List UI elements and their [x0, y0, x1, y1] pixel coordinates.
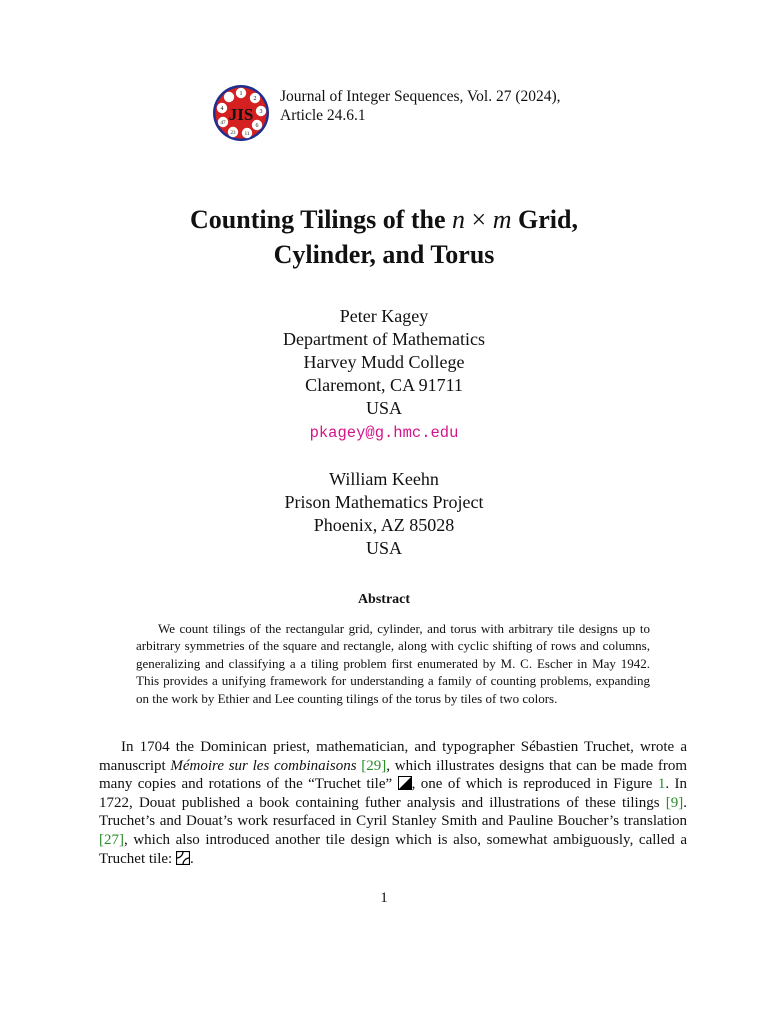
abstract-text: We count tilings of the rectangular grid, cylinder, and torus with arbitrary tile designs up to arbitrary symmetries of the square and rectangle, along with cyclic shifting of rows and columns, generalizing and classifying a a tiling problem first enumerated by M. C. Escher in May 1942. This provides a unifying framework for understanding a family of counting problems, expanding on the work by Ethier and Lee counting tilings of the torus by tiles of two colors. [136, 621, 650, 706]
author-country: USA [365, 538, 402, 558]
citation-link-29[interactable]: [29] [361, 757, 387, 774]
author-department: Department of Mathematics [283, 329, 485, 349]
author-institution: Harvey Mudd College [303, 352, 465, 372]
citation-link-27[interactable]: [27] [99, 831, 124, 848]
author-city: Phoenix, AZ 85028 [313, 515, 455, 535]
author-block-1 [0, 305, 768, 445]
manuscript-title: Mémoire sur les combinaisons [170, 757, 357, 774]
truchet-tile-icon [398, 776, 412, 790]
journal-header [212, 84, 632, 144]
author-name: Peter Kagey [339, 306, 429, 326]
svg-text:23: 23 [230, 131, 236, 137]
journal-line-1: Journal of Integer Sequences, Vol. 27 (2024), [280, 88, 561, 105]
author-institution: Prison Mathematics Project [284, 492, 484, 512]
journal-citation [280, 87, 561, 125]
title-line-2: Cylinder, and Torus [273, 240, 495, 269]
svg-text:1: 1 [239, 91, 243, 98]
author-email-link[interactable]: pkagey@g.hmc.edu [309, 424, 459, 442]
author-name: William Keehn [329, 469, 439, 489]
citation-link-9[interactable]: [9] [665, 794, 684, 811]
author-city: Claremont, CA 91711 [305, 375, 463, 395]
svg-text:11: 11 [244, 132, 250, 138]
page-number: 1 [380, 890, 388, 906]
smith-truchet-tile-icon [176, 851, 190, 865]
abstract-heading: Abstract [357, 592, 411, 607]
svg-text:47: 47 [220, 121, 226, 127]
svg-text:2: 2 [253, 96, 257, 103]
author-country: USA [365, 398, 402, 418]
journal-line-2: Article 24.6.1 [280, 107, 366, 124]
svg-text:4: 4 [220, 106, 224, 113]
svg-text:JIS: JIS [228, 105, 254, 124]
author-block-2 [0, 468, 768, 560]
body-paragraph: In 1704 the Dominican priest, mathematician, and typographer Sébastien Truchet, wrote a manuscript Mémoire sur les combinaisons [29], which illustrates designs that can be made from many copies and rotations of the “Truchet tile” , one of which is reproduced in Figure 1. In 1722, Douat published a book containing futher analysis and illustrations of these tilings [9]. Truchet’s and Douat’s work resurfaced in Cyril Stanley Smith and Pauline Boucher’s translation [27], which also introduced another tile design which is also, somewhat ambiguously, called a Truchet tile: . [99, 739, 688, 867]
svg-text:3: 3 [259, 109, 263, 116]
svg-text:6: 6 [255, 123, 259, 130]
paper-title [0, 202, 768, 272]
figure-link-1[interactable]: 1 [657, 776, 666, 793]
jis-logo [212, 84, 270, 142]
title-line-1: Counting Tilings of the n × m Grid, [190, 205, 578, 234]
